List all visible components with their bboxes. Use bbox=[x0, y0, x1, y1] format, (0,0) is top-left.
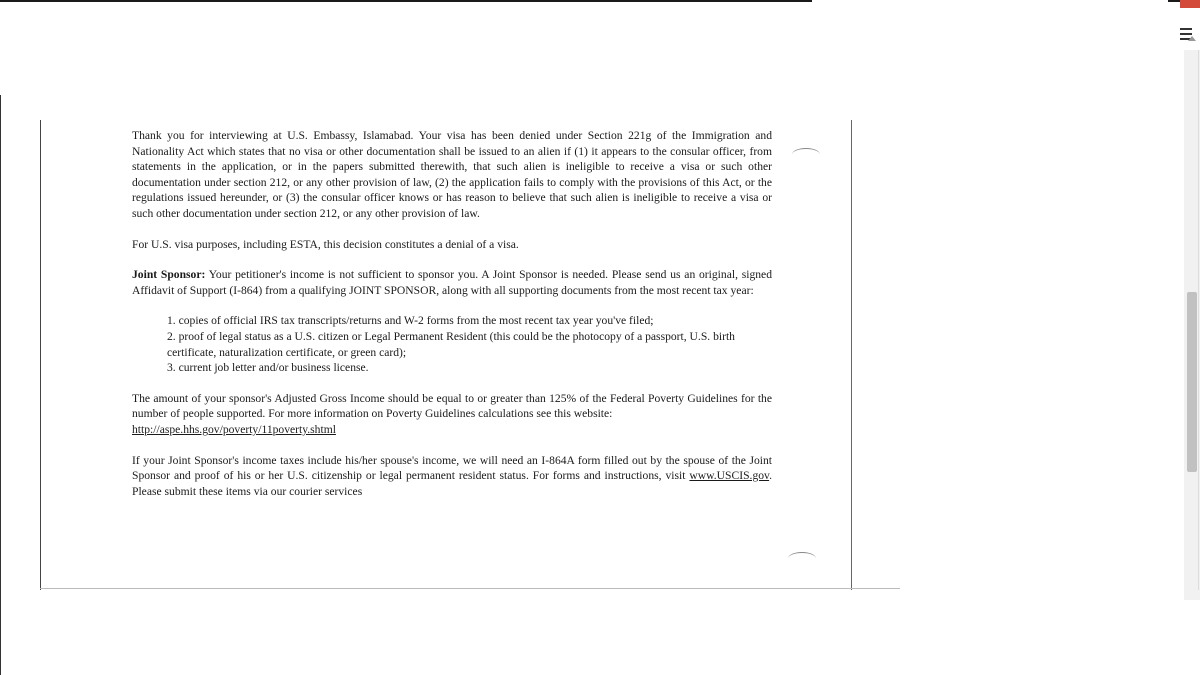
page-bottom-edge bbox=[40, 588, 900, 589]
list-item: 3. current job letter and/or business license. bbox=[167, 361, 369, 375]
income-text: The amount of your sponsor's Adjusted Gross Income should be equal to or greater than 125% of the Federal Poverty Guidelines for the number of people supported. For more information on Poverty Guidelines calculations see this website: bbox=[132, 391, 772, 421]
scrollbar-edge bbox=[1198, 50, 1199, 590]
joint-sponsor-label: Joint Sponsor: bbox=[132, 268, 206, 282]
window-accent bbox=[1180, 0, 1200, 8]
joint-sponsor-text: Your petitioner's income is not sufficient to sponsor you. A Joint Sponsor is needed. Please send us an original, signed Affidavit of Support (I-864) from a qualifying JOINT SPONSOR, along with all supporting documents from the most recent tax year: bbox=[132, 268, 773, 297]
required-documents-list bbox=[167, 313, 772, 375]
left-edge-line bbox=[0, 95, 1, 675]
top-border-gap bbox=[812, 0, 1168, 2]
paragraph-esta: For U.S. visa purposes, including ESTA, this decision constitutes a denial of a visa. bbox=[132, 237, 519, 251]
paragraph-joint-sponsor bbox=[132, 267, 772, 298]
page-curl-mark bbox=[788, 552, 816, 565]
paragraph-spouse bbox=[132, 453, 772, 500]
list-item: 1. copies of official IRS tax transcripts/returns and W-2 forms from the most recent tax year you've filed; bbox=[167, 314, 654, 328]
uscis-link[interactable]: www.USCIS.gov bbox=[689, 469, 770, 483]
list-item: 2. proof of legal status as a U.S. citizen or Legal Permanent Resident (this could be the photocopy of a passport, U.S. birth certificate, naturalization certificate, or green card); bbox=[167, 329, 735, 359]
spouse-text-b: . Please submit these items via our courier services bbox=[132, 469, 772, 498]
scroll-up-arrow-icon[interactable] bbox=[1188, 36, 1196, 41]
paragraph-denial: Thank you for interviewing at U.S. Embassy, Islamabad. Your visa has been denied under Section 221g of the Immigration and Nationality Act which states that no visa or other documentation shall be issued to an alien if (1) it appears to the consular officer, from statements in the application, or in the papers submitted therewith, that such alien is ineligible to receive a visa or such other documentation under section 212, or any other provision of law, (2) the application fails to comply with the provisions of this Act, or the regulations issued hereunder, or (3) the consular officer knows or has reason to believe that such alien is ineligible to receive a visa or such other documentation under section 212, or any other provision of law. bbox=[132, 129, 772, 220]
page-curl-mark bbox=[792, 148, 820, 161]
letter-body bbox=[132, 128, 772, 514]
paragraph-income bbox=[132, 391, 772, 438]
scrollbar-thumb[interactable] bbox=[1187, 292, 1197, 472]
poverty-guidelines-link[interactable]: http://aspe.hhs.gov/poverty/11poverty.shtml bbox=[132, 422, 336, 436]
spouse-text-a: If your Joint Sponsor's income taxes include his/her spouse's income, we will need an I-864A form filled out by the spouse of the Joint Sponsor and proof of his or her U.S. citizenship or legal permanent resident status. For forms and instructions, visit bbox=[132, 453, 772, 483]
